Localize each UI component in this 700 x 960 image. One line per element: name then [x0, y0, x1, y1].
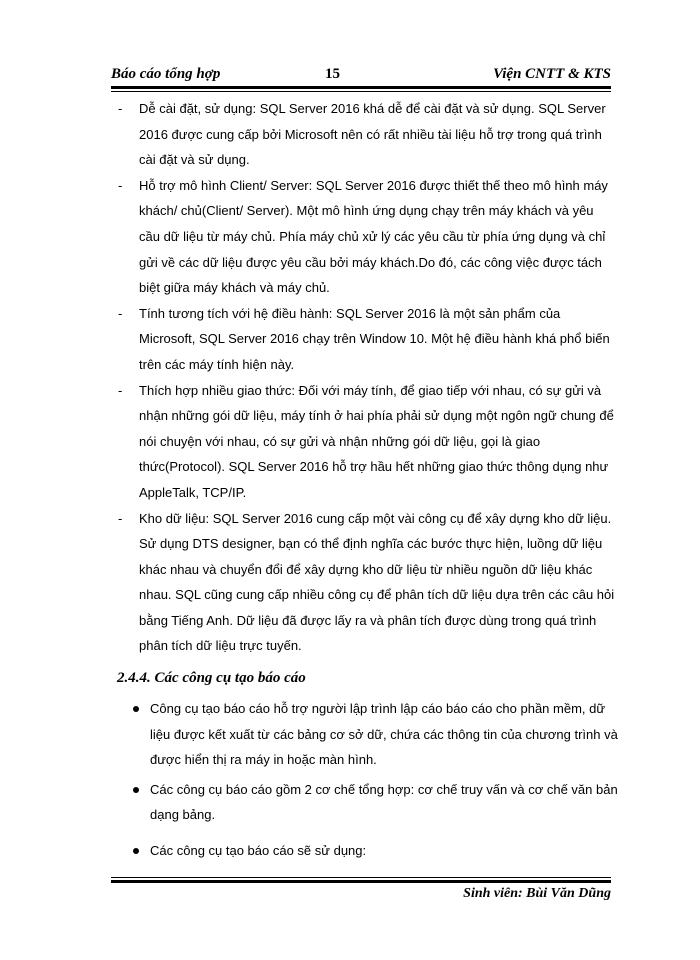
- feature-text: Dễ cài đặt, sử dụng: SQL Server 2016 khá dễ để cài đặt và sử dụng. SQL Server 2016 được cung cấp bởi Microsoft nên có rất nhiều tài liệu hỗ trợ trong quá trình cài đặt và sử dụng.: [139, 101, 606, 168]
- page-number: 15: [325, 66, 340, 82]
- feature-item: - Thích hợp nhiều giao thức: Đối với máy tính, để giao tiếp với nhau, có sự gửi và nhận những gói dữ liệu, máy tính ở hai phía phải sử dụng một ngôn ngữ chung để nói chuyện với nhau, có sự gửi và nhận những gói dữ liệu, gọi là giao thức(Protocol). SQL Server 2016 hỗ trợ hầu hết những giao thức thông dụng như AppleTalk, TCP/IP.: [118, 378, 618, 506]
- bullet-item: [133, 696, 618, 773]
- header-institute: Viện CNTT & KTS: [493, 66, 611, 82]
- header-rule-thick: [111, 86, 611, 89]
- bullet-dot-icon: [133, 848, 139, 854]
- bullet-text: Công cụ tạo báo cáo hỗ trợ người lập trình lập cáo báo cáo cho phần mềm, dữ liệu được kết xuất từ các bảng cơ sở dữ, chứa các thông tin của chương trình và được hiển thị ra máy in hoặc màn hình.: [150, 701, 618, 768]
- bullet-item: [133, 838, 618, 864]
- feature-list: [118, 96, 618, 659]
- footer-rule-thin: [111, 877, 611, 878]
- footer-author: Sinh viên: Bùi Văn Dũng: [463, 886, 611, 901]
- page-header: [111, 62, 611, 86]
- feature-item: - Kho dữ liệu: SQL Server 2016 cung cấp một vài công cụ để xây dựng kho dữ liệu. Sử dụng DTS designer, bạn có thể định nghĩa các bước thực hiện, luồng dữ liệu khác nhau và chuyển đổi để xây dựng kho dữ liệu từ nhiều nguồn dữ liệu khác nhau. SQL cũng cung cấp nhiều công cụ để phân tích dữ liệu dựa trên các câu hỏi bằng Tiếng Anh. Dữ liệu đã được lấy ra và phân tích được dùng trong quá trình phân tích dữ liệu trực tuyến.: [118, 506, 618, 660]
- header-rule-thin: [111, 91, 611, 92]
- bullet-dot-icon: [133, 706, 139, 712]
- header-title: Báo cáo tổng hợp: [111, 66, 221, 82]
- feature-item: - Tính tương tích với hệ điều hành: SQL Server 2016 là một sản phẩm của Microsoft, SQL Server 2016 chạy trên Window 10. Một hệ điều hành khá phổ biến trên các máy tính hiện này.: [118, 301, 618, 378]
- feature-text: Hỗ trợ mô hình Client/ Server: SQL Server 2016 được thiết thế theo mô hình máy khách/ chủ(Client/ Server). Một mô hình ứng dụng chạy trên máy khách và yêu cầu dữ liệu từ máy chủ. Phía máy chủ xử lý các yêu cầu từ phía ứng dụng và chỉ gửi về các dữ liệu được yêu cầu bởi máy khách.Do đó, các công việc được tách biệt giữa máy khách và máy chủ.: [139, 177, 608, 296]
- bullet-list: [133, 696, 618, 864]
- feature-item: - Dễ cài đặt, sử dụng: SQL Server 2016 khá dễ để cài đặt và sử dụng. SQL Server 2016 được cung cấp bởi Microsoft nên có rất nhiều tài liệu hỗ trợ trong quá trình cài đặt và sử dụng.: [118, 96, 618, 173]
- bullet-item: [133, 777, 618, 828]
- bullet-dot-icon: [133, 787, 139, 793]
- bullet-text: Các công cụ báo cáo gồm 2 cơ chế tổng hợp: cơ chế truy vấn và cơ chế văn bản dạng bảng.: [150, 781, 618, 823]
- feature-text: Thích hợp nhiều giao thức: Đối với máy tính, để giao tiếp với nhau, có sự gửi và nhận những gói dữ liệu, máy tính ở hai phía phải sử dụng một ngôn ngữ chung để nói chuyện với nhau, có sự gửi và nhận những gói dữ liệu, gọi là giao thức(Protocol). SQL Server 2016 hỗ trợ hầu hết những giao thức thông dụng như AppleTalk, TCP/IP.: [139, 382, 614, 500]
- feature-item: - Hỗ trợ mô hình Client/ Server: SQL Server 2016 được thiết thế theo mô hình máy khách/ chủ(Client/ Server). Một mô hình ứng dụng chạy trên máy khách và yêu cầu dữ liệu từ máy chủ. Phía máy chủ xử lý các yêu cầu từ phía ứng dụng và chỉ gửi về các dữ liệu được yêu cầu bởi máy khách.Do đó, các công việc được tách biệt giữa máy khách và máy chủ.: [118, 173, 618, 301]
- section-heading: 2.4.4. Các công cụ tạo báo cáo: [117, 670, 306, 686]
- footer-rule-thick: [111, 880, 611, 883]
- bullet-text: Các công cụ tạo báo cáo sẽ sử dụng:: [150, 842, 367, 858]
- feature-text: Tính tương tích với hệ điều hành: SQL Server 2016 là một sản phẩm của Microsoft, SQL Server 2016 chạy trên Window 10. Một hệ điều hành khá phổ biến trên các máy tính hiện này.: [139, 305, 610, 372]
- feature-text: Kho dữ liệu: SQL Server 2016 cung cấp một vài công cụ để xây dựng kho dữ liệu. Sử dụng DTS designer, bạn có thể định nghĩa các bước thực hiện, luồng dữ liệu khác nhau và chuyển đổi để xây dựng kho dữ liệu từ nhiều nguồn dữ liệu khác nhau. SQL cũng cung cấp nhiều công cụ để phân tích dữ liệu dựa trên các câu hỏi bằng Tiếng Anh. Dữ liệu đã được lấy ra và phân tích được dùng trong quá trình phân tích dữ liệu trực tuyến.: [139, 510, 615, 654]
